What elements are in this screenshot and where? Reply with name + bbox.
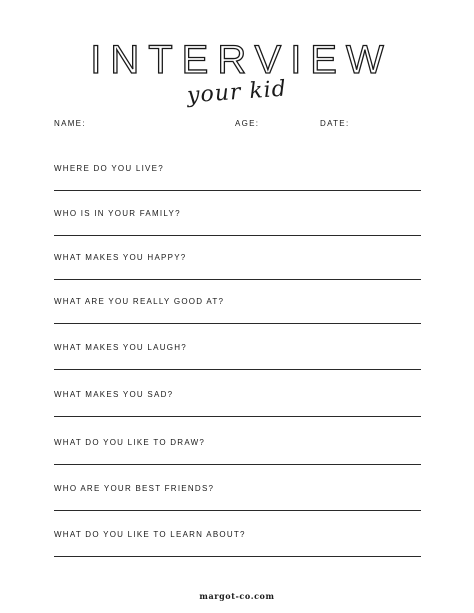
question-label: WHAT MAKES YOU LAUGH? <box>54 343 187 352</box>
question-item <box>54 253 421 293</box>
page-title: INTERVIEW <box>90 38 393 82</box>
question-label: WHO IS IN YOUR FAMILY? <box>54 209 181 218</box>
question-item <box>54 297 421 337</box>
question-label: WHO ARE YOUR BEST FRIENDS? <box>54 484 215 493</box>
question-item <box>54 530 421 570</box>
question-item <box>54 343 421 383</box>
answer-line[interactable] <box>54 556 421 557</box>
question-item <box>54 438 421 478</box>
answer-line[interactable] <box>54 510 421 511</box>
question-label: WHAT MAKES YOU SAD? <box>54 390 174 399</box>
date-field-label: DATE: <box>320 119 350 128</box>
question-label: WHAT ARE YOU REALLY GOOD AT? <box>54 297 225 306</box>
question-item <box>54 209 421 249</box>
answer-line[interactable] <box>54 279 421 280</box>
question-item <box>54 484 421 524</box>
answer-line[interactable] <box>54 464 421 465</box>
age-field-label: AGE: <box>235 119 260 128</box>
question-label: WHAT DO YOU LIKE TO LEARN ABOUT? <box>54 530 246 539</box>
page-subtitle: your kid <box>186 76 288 109</box>
question-label: WHAT DO YOU LIKE TO DRAW? <box>54 438 206 447</box>
answer-line[interactable] <box>54 416 421 417</box>
info-fields-row <box>54 119 424 133</box>
question-label: WHERE DO YOU LIVE? <box>54 164 164 173</box>
name-field-label: NAME: <box>54 119 86 128</box>
question-item <box>54 390 421 430</box>
answer-line[interactable] <box>54 190 421 191</box>
answer-line[interactable] <box>54 235 421 236</box>
question-item <box>54 164 421 204</box>
answer-line[interactable] <box>54 369 421 370</box>
answer-line[interactable] <box>54 323 421 324</box>
footer-credit: margot-co.com <box>199 591 275 601</box>
question-label: WHAT MAKES YOU HAPPY? <box>54 253 187 262</box>
